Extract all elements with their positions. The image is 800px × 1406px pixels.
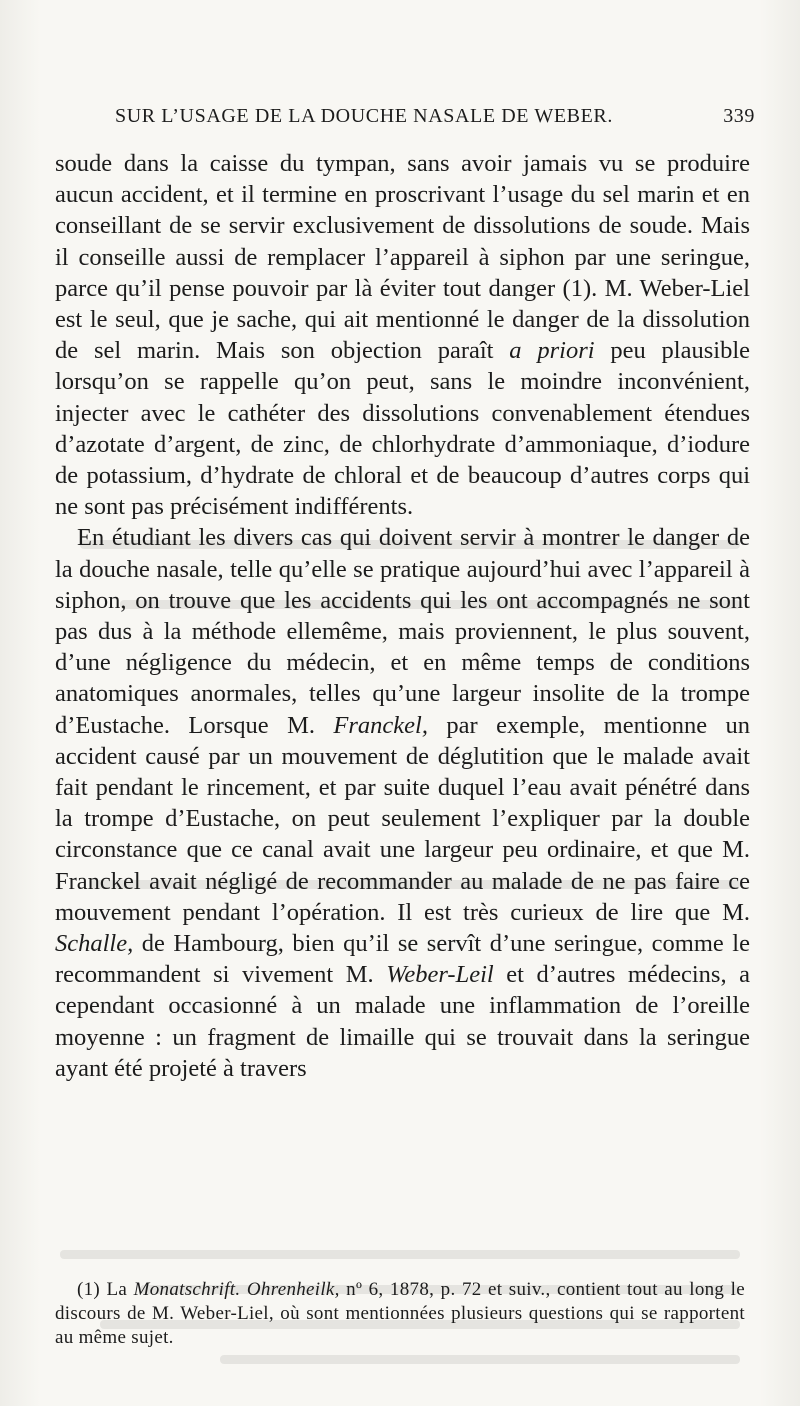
footnote [55, 1278, 745, 1350]
running-head [115, 105, 755, 135]
footnote-text-1: (1) La [77, 1279, 134, 1300]
paragraph-2-italic-2: Schalle, [55, 930, 134, 958]
footnote-italic-1: Monatschrift. Ohrenheilk, [133, 1279, 340, 1300]
running-head-title: SUR L’USAGE DE LA DOUCHE NASALE DE WEBER. [115, 105, 613, 127]
paragraph-1-text-2: peu plausible lorsqu’on se rappelle qu’on peut, sans le moindre inconvénient, injecter avec le cathéter des dissolutions convenablement étendues d’azotate d’argent, de zinc, de chlorhydrate d’ammoniaque, d’iodure de potassium, d’hydrate de chloral et de beaucoup d’autres corps qui ne sont pas précisément indifférents. [55, 337, 751, 521]
footnote-1 [55, 1278, 745, 1350]
paragraph-2-text-2: par exemple, mentionne un accident causé par un mouvement de déglutition que le malade avait fait pendant le rincement, et par suite duquel l’eau avait pénétré dans la trompe d’Eustache, on peut seulement l’expliquer par la double circonstance que ce canal avait une largeur peu ordinaire, et que M. Franckel avait négligé de recommander au malade de ne pas faire ce mouvement pendant l’opération. Il est très curieux de lire que M. [55, 711, 750, 926]
paragraph-1-italic-1: a priori [509, 337, 595, 365]
footnote-text-2: nº 6, 1878, p. 72 et suiv., contient tout au long le discours de M. Weber-Liel, où sont mentionnées plusieurs questions qui se rapportent au même sujet. [55, 1279, 745, 1348]
paragraph-2 [55, 522, 750, 1084]
page-number: 339 [723, 105, 755, 127]
paragraph-2-text-3: de Hambourg, bien qu’il se servît d’une seringue, comme le recommandent si vivement M. [55, 930, 750, 989]
paragraph-2-text-4: et d’autres médecins, a cependant occasionné à un malade une inflammation de l’oreille moyenne : un fragment de limaille qui se trouvait dans la seringue ayant été projeté à travers [55, 961, 750, 1082]
paragraph-2-text-1: En étudiant les divers cas qui doivent servir à montrer le danger de la douche nasale, telle qu’elle se pratique aujourd’hui avec l’appareil à siphon, on trouve que les accidents qui les ont accompagnés ne sont pas dus à la méthode ellemême, mais proviennent, le plus souvent, d’une négligence du médecin, et en même temps de conditions anatomiques anormales, telles qu’une largeur insolite de la trompe d’Eustache. Lorsque M. [55, 524, 750, 739]
paragraph-1-text-1: soude dans la caisse du tympan, sans avoir jamais vu se produire aucun accident, et il termine en proscrivant l’usage du sel marin et en conseillant de se servir exclusivement de dissolutions de soude. Mais il conseille aussi de remplacer l’appareil à siphon par une seringue, parce qu’il pense pouvoir par là éviter tout danger (1). M. Weber-Liel est le seul, que je sache, qui ait mentionné le danger de la dissolution de sel marin. Mais son objection paraît [55, 150, 750, 365]
paragraph-1 [55, 148, 750, 522]
body-text [55, 148, 750, 1084]
paragraph-2-italic-1: Franckel, [333, 711, 428, 739]
paragraph-2-italic-3: Weber-Leil [386, 961, 494, 989]
